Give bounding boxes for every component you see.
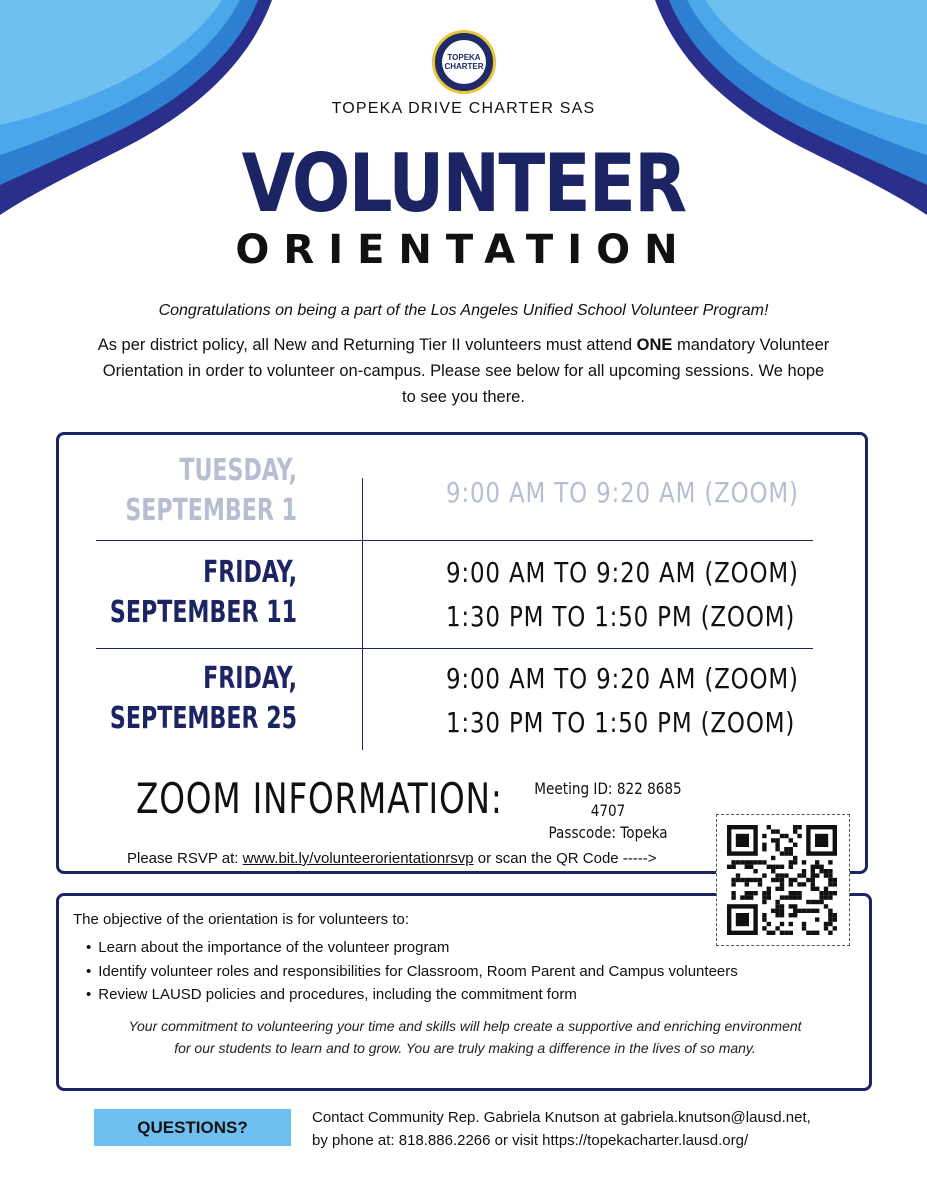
schedule-divider-2 [96, 648, 813, 649]
session-2-time-2: 1:30 PM TO 1:50 PM (ZOOM) [446, 600, 796, 633]
session-3-time-2: 1:30 PM TO 1:50 PM (ZOOM) [446, 706, 796, 739]
zoom-heading: ZOOM INFORMATION: [136, 774, 503, 823]
intro-paragraph [95, 332, 832, 410]
zoom-details [516, 778, 700, 844]
objective-item: • Review LAUSD policies and procedures, including the commitment form [86, 983, 738, 1007]
page-subtitle: ORIENTATION [235, 227, 692, 273]
session-3-date: SEPTEMBER 25 [109, 701, 297, 736]
objectives-lead: The objective of the orientation is for volunteers to: [73, 911, 410, 928]
qr-code-image [717, 815, 849, 945]
zoom-meeting-id: Meeting ID: 822 8685 4707 [534, 779, 682, 820]
intro-congratulations: Congratulations on being a part of the Los Angeles Unified School Volunteer Program! [158, 302, 769, 319]
contact-info [312, 1106, 811, 1152]
zoom-passcode: Passcode: Topeka [548, 823, 668, 842]
page-title: VOLUNTEER [241, 137, 686, 230]
rsvp-suffix: or scan the QR Code -----> [473, 850, 657, 867]
school-logo [432, 30, 496, 94]
intro-text-2: mandatory Volunteer Orientation in order to volunteer on-campus. Please see below for all upcoming sessions. We hope to see you there. [102, 336, 830, 406]
session-1-time-1: 9:00 AM TO 9:20 AM (ZOOM) [446, 476, 799, 509]
session-1-date: SEPTEMBER 1 [125, 493, 297, 528]
contact-line-1: Contact Community Rep. Gabriela Knutson at gabriela.knutson@lausd.net, [312, 1109, 811, 1126]
session-2-time-1: 9:00 AM TO 9:20 AM (ZOOM) [446, 556, 799, 589]
session-3-time-1: 9:00 AM TO 9:20 AM (ZOOM) [446, 662, 799, 695]
intro-text-1: As per district policy, all New and Returning Tier II volunteers must attend [97, 336, 637, 354]
session-2-date: SEPTEMBER 11 [109, 595, 297, 630]
rsvp-line [127, 850, 657, 867]
logo-text: TOPEKA CHARTER [442, 40, 486, 84]
session-3-day: FRIDAY, [203, 661, 297, 696]
rsvp-prefix: Please RSVP at: [127, 850, 243, 867]
objective-item: • Learn about the importance of the volunteer program [86, 936, 738, 960]
contact-line-2: by phone at: 818.886.2266 or visit https://topekacharter.lausd.org/ [312, 1132, 749, 1149]
closing-message: Your commitment to volunteering your time and skills will help create a supportive and enriching environment for our students to learn and to grow. You are truly making a difference in the lives of so many. [128, 1018, 802, 1056]
schedule-divider-1 [96, 540, 813, 541]
objective-item: • Identify volunteer roles and responsibilities for Classroom, Room Parent and Campus volunteers [86, 960, 738, 984]
intro-bold-word: ONE [636, 336, 673, 354]
objectives-list [86, 936, 738, 1007]
session-2-day: FRIDAY, [203, 555, 297, 590]
school-name: TOPEKA DRIVE CHARTER SAS [331, 100, 596, 117]
questions-label: QUESTIONS? [94, 1109, 291, 1146]
rsvp-link[interactable]: www.bit.ly/volunteerorientationrsvp [242, 850, 474, 867]
schedule-divider-vertical [362, 478, 363, 750]
session-1-day: TUESDAY, [179, 453, 297, 488]
qr-code[interactable] [716, 814, 850, 946]
